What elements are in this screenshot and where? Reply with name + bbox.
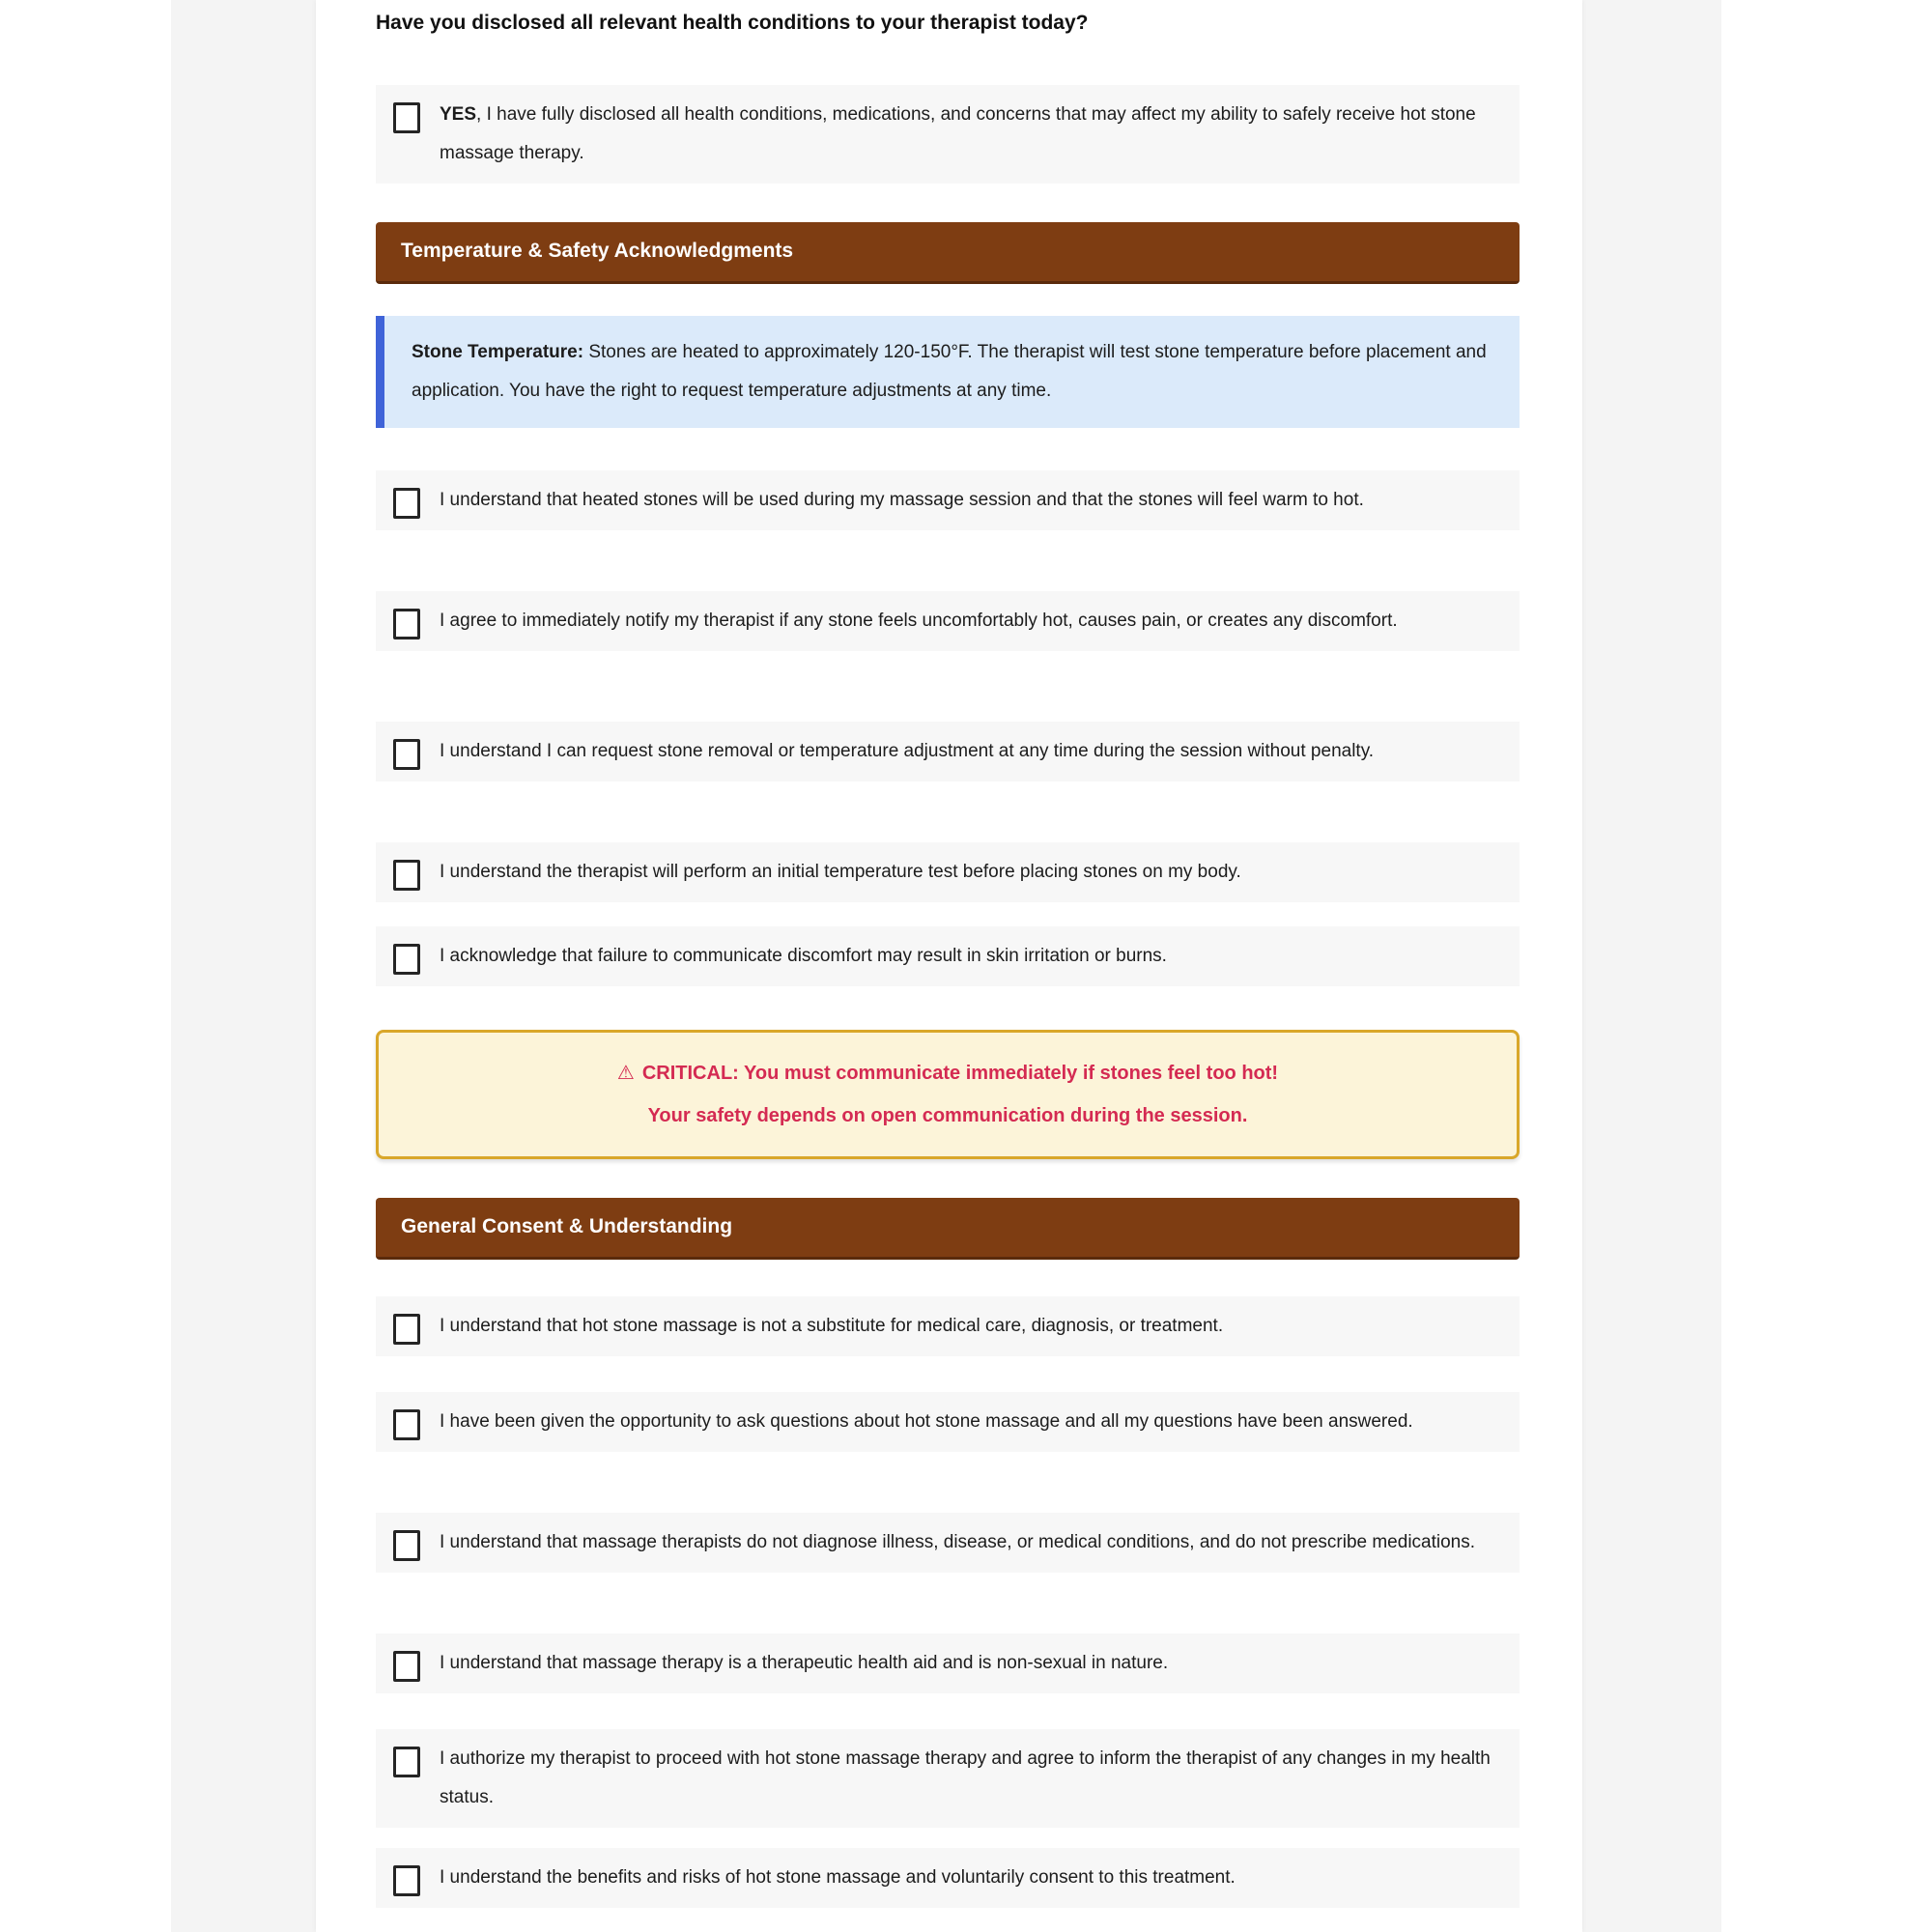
- checkbox[interactable]: [393, 1865, 420, 1896]
- checkbox-item-yes-disclosure: [376, 85, 1520, 184]
- warning-line-2: Your safety depends on open communication during the session.: [647, 1105, 1248, 1126]
- checkbox[interactable]: [393, 1747, 420, 1777]
- warning-icon: ⚠: [616, 1063, 635, 1084]
- stone-temperature-info-box: [376, 316, 1520, 428]
- checkbox-label: I acknowledge that failure to communicate discomfort may result in skin irritation or burns.: [440, 946, 1167, 966]
- page-gutter-left: [171, 0, 316, 1932]
- checkbox-item: [376, 1513, 1520, 1573]
- checkbox[interactable]: [393, 609, 420, 639]
- checkbox-item: [376, 1729, 1520, 1828]
- checkbox-item: [376, 1392, 1520, 1452]
- warning-line-1: ⚠ CRITICAL: You must communicate immediately if stones feel too hot!: [616, 1063, 1279, 1084]
- checkbox-item: [376, 926, 1520, 986]
- checkbox-label: I authorize my therapist to proceed with hot stone massage therapy and agree to inform the therapist of any changes in my health status.: [440, 1748, 1491, 1807]
- checkbox[interactable]: [393, 1530, 420, 1561]
- checkbox-label: I understand the therapist will perform an initial temperature test before placing stones on my body.: [440, 862, 1241, 882]
- critical-warning-box: [376, 1030, 1520, 1159]
- checkbox[interactable]: [393, 1409, 420, 1440]
- checkbox-label: I have been given the opportunity to ask questions about hot stone massage and all my questions have been answered.: [440, 1411, 1413, 1432]
- disclosure-question: Have you disclosed all relevant health conditions to your therapist today?: [376, 12, 1089, 34]
- checkbox-label: I understand that hot stone massage is not a substitute for medical care, diagnosis, or treatment.: [440, 1316, 1224, 1336]
- checkbox-item: [376, 1296, 1520, 1356]
- info-box-lead: Stone Temperature:: [412, 342, 584, 362]
- checkbox[interactable]: [393, 944, 420, 975]
- page-gutter-right: [1582, 0, 1721, 1932]
- checkbox-label: I understand I can request stone removal or temperature adjustment at any time during the session without penalty.: [440, 741, 1375, 761]
- info-box-text: Stones are heated to approximately 120-150°F. The therapist will test stone temperature before placement and application. You have the right to request temperature adjustments at any time.: [412, 342, 1487, 401]
- checkbox-item: [376, 1848, 1520, 1908]
- checkbox[interactable]: [393, 102, 420, 133]
- checkbox-item: [376, 842, 1520, 902]
- checkbox-item: [376, 722, 1520, 781]
- checkbox-label: I understand that massage therapy is a therapeutic health aid and is non-sexual in nature.: [440, 1653, 1169, 1673]
- checkbox-item: [376, 470, 1520, 530]
- checkbox[interactable]: [393, 1651, 420, 1682]
- section-header-temperature-safety: Temperature & Safety Acknowledgments: [376, 222, 1520, 284]
- checkbox[interactable]: [393, 488, 420, 519]
- checkbox-label: I understand that heated stones will be used during my massage session and that the stones will feel warm to hot.: [440, 490, 1364, 510]
- section-header-general-consent: General Consent & Understanding: [376, 1198, 1520, 1260]
- checkbox[interactable]: [393, 860, 420, 891]
- checkbox[interactable]: [393, 739, 420, 770]
- checkbox-item: [376, 1634, 1520, 1693]
- checkbox-item: [376, 591, 1520, 651]
- checkbox[interactable]: [393, 1314, 420, 1345]
- checkbox-label: I agree to immediately notify my therapist if any stone feels uncomfortably hot, causes pain, or creates any discomfort.: [440, 611, 1398, 631]
- checkbox-label: I understand that massage therapists do not diagnose illness, disease, or medical conditions, and do not prescribe medications.: [440, 1532, 1476, 1552]
- checkbox-label: I understand the benefits and risks of hot stone massage and voluntarily consent to this treatment.: [440, 1867, 1236, 1888]
- checkbox-label: YES, I have fully disclosed all health conditions, medications, and concerns that may affect my ability to safely receive hot stone massage therapy.: [440, 104, 1476, 163]
